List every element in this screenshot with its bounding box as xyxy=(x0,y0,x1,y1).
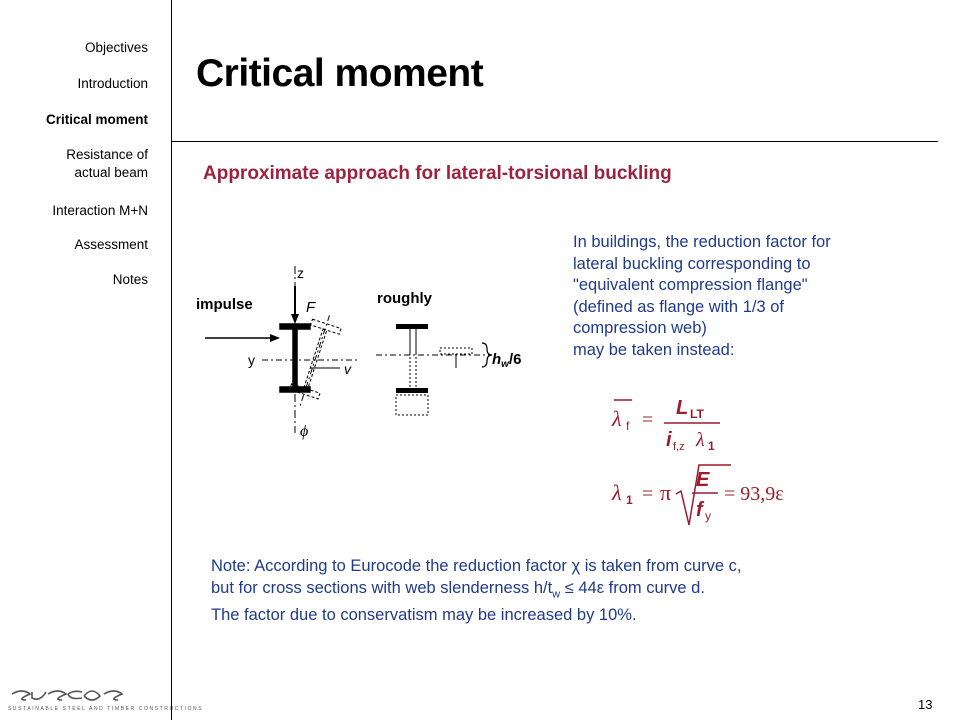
lateral-torsional-diagram xyxy=(200,258,540,443)
l-lt-sub: LT xyxy=(690,407,704,421)
nav-item-resistance[interactable]: Resistance of xyxy=(66,147,148,162)
nav-item-introduction[interactable]: Introduction xyxy=(77,76,148,91)
equals-sign: = xyxy=(642,409,654,431)
pi-symbol: π xyxy=(660,480,672,505)
paragraph-line: compression web) xyxy=(573,319,707,337)
y-axis-label: y xyxy=(248,352,255,368)
lambda-1-sub: 1 xyxy=(708,439,715,453)
lambda-1-symbol: λ xyxy=(696,429,705,451)
note-line-2: but for cross sections with web slenderness $h/t_w \le 44\varepsilon$ from curve d. xyxy=(211,578,705,600)
impulse-label: impulse xyxy=(196,296,253,313)
paragraph-line: (defined as flange with 1/3 of xyxy=(573,297,784,316)
e-symbol: E xyxy=(696,469,710,491)
note-paragraph xyxy=(211,556,951,627)
fy-symbol: f xyxy=(696,499,703,521)
nav-item-resistance-line2[interactable]: actual beam xyxy=(74,165,148,180)
nav-item-objectives[interactable]: Objectives xyxy=(84,40,148,55)
nav-item-notes[interactable]: Notes xyxy=(112,272,148,287)
page-number: 13 xyxy=(918,697,933,712)
paragraph-line: lateral buckling corresponding to xyxy=(573,254,811,273)
paragraph-line: "equivalent compression flange" xyxy=(573,276,808,294)
roughly-label: roughly xyxy=(377,290,432,307)
nav-item-interaction[interactable]: Interaction M+N xyxy=(52,203,148,218)
logo-tagline: SUSTAINABLE STEEL AND TIMBER CONSTRUCTIONS xyxy=(8,706,204,712)
lambda-1-lhs: λ xyxy=(612,480,622,505)
nav-item-assessment[interactable]: Assessment xyxy=(74,237,148,252)
note-line-3: The factor due to conservatism may be increased by 10%. xyxy=(211,606,637,625)
force-label: F xyxy=(306,299,316,316)
impulse-arrowhead xyxy=(270,334,280,342)
result-value: = 93,9ε xyxy=(724,483,784,505)
z-axis-label: z xyxy=(297,265,304,281)
fy-sub: y xyxy=(705,509,711,523)
phi-label: ϕ xyxy=(300,423,309,440)
lambda-f-symbol: λ xyxy=(612,406,622,431)
lambda-f-sub: f xyxy=(626,419,630,433)
paragraph-line: In buildings, the reduction factor for xyxy=(573,233,831,251)
v-label: v xyxy=(344,361,351,377)
suscos-logo xyxy=(8,684,204,714)
page-title: Critical moment xyxy=(196,52,484,95)
l-lt-symbol: L xyxy=(676,397,689,419)
paragraph-line: may be taken instead: xyxy=(573,340,735,359)
lambda-1-lhs-sub: 1 xyxy=(626,493,633,507)
nav-item-critical-moment[interactable]: Critical moment xyxy=(45,112,148,127)
slenderness-formulas xyxy=(606,388,846,538)
section-subtitle: Approximate approach for lateral-torsional buckling xyxy=(203,163,672,184)
i-symbol: i xyxy=(666,429,672,451)
title-divider xyxy=(171,141,938,142)
sidebar-divider xyxy=(171,0,172,720)
note-line-1: Note: According to Eurocode the reduction factor χ is taken from curve c, xyxy=(211,557,742,575)
equals-sign-2: = xyxy=(642,483,654,505)
i-sub: f,z xyxy=(673,441,685,453)
explanation-paragraph xyxy=(573,232,933,361)
hw-label: $h_w/6$ xyxy=(492,351,522,370)
